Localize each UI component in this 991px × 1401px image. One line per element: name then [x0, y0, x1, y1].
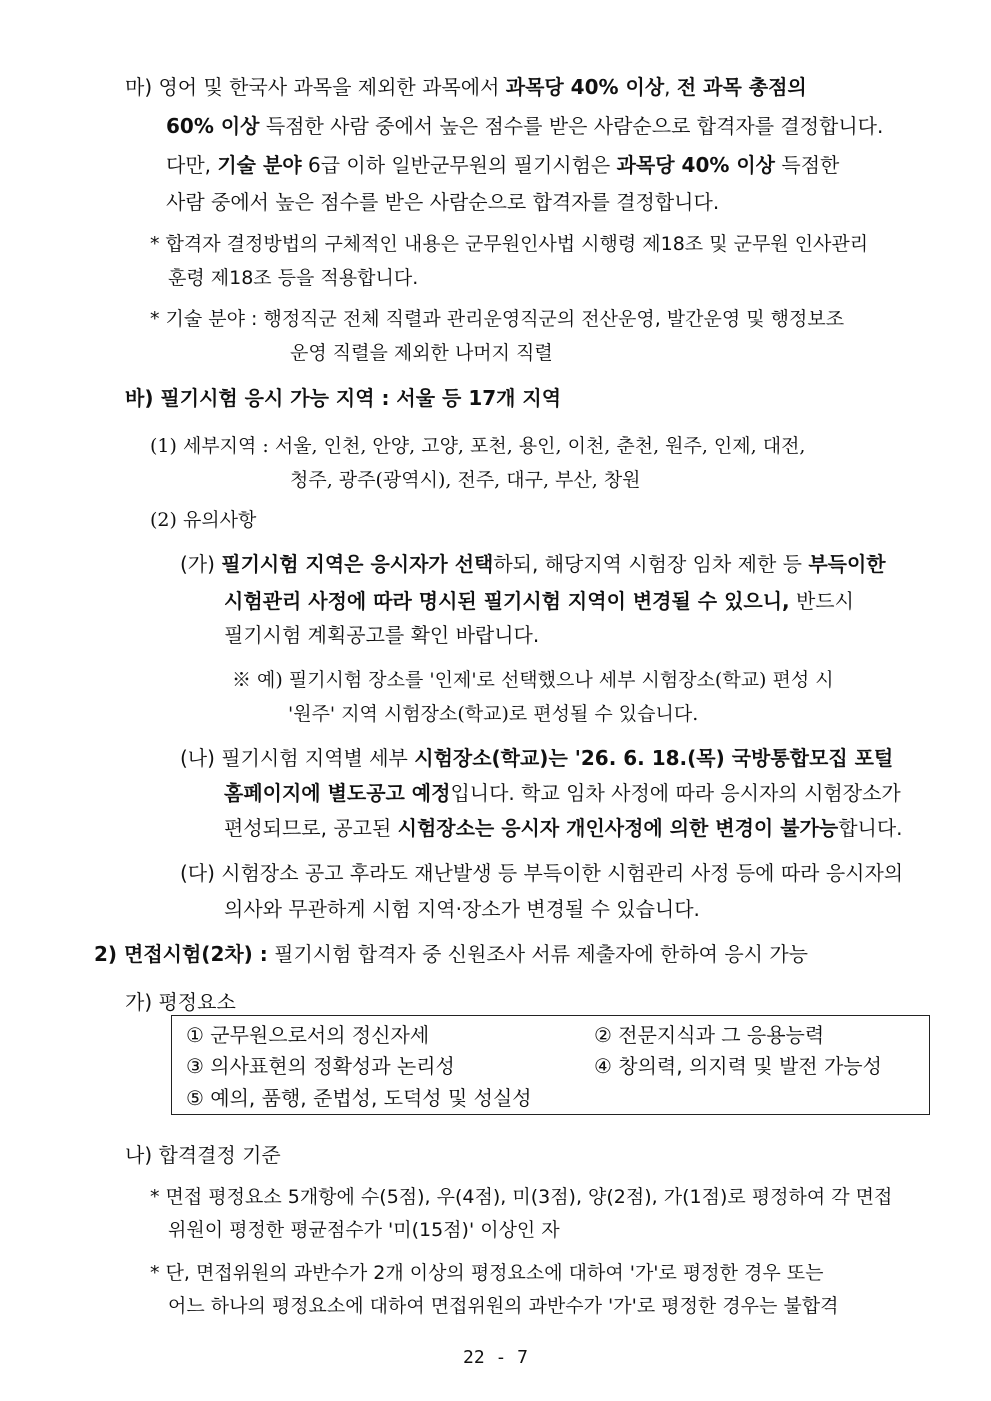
caution-na-line3: 편성되므로, 공고된 시험장소는 응시자 개인사정에 의한 변경이 불가능합니다.	[224, 816, 903, 840]
criteria-item-4: ④ 창의력, 의지력 및 발전 가능성	[594, 1054, 882, 1078]
decision-note-1-line2: 위원이 평정한 평균점수가 '미(15점)' 이상인 자	[168, 1219, 560, 1241]
caution-ga-line3: 필기시험 계획공고를 확인 바랍니다.	[224, 623, 540, 647]
caution-da-line1: (다) 시험장소 공고 후라도 재난발생 등 부득이한 시험관리 사정 등에 따라 응시자의	[180, 861, 904, 885]
interview-heading: 2) 면접시험(2차) : 필기시험 합격자 중 신원조사 서류 제출자에 한하여 응시 가능	[94, 942, 808, 966]
caution-na-line1: (나) 필기시험 지역별 세부 시험장소(학교)는 '26. 6. 18.(목) 국방통합모집 포털	[180, 746, 894, 770]
para-ma-line4: 사람 중에서 높은 점수를 받은 사람순으로 합격자를 결정합니다.	[166, 190, 720, 214]
decision-note-2-line2: 어느 하나의 평정요소에 대하여 면접위원의 과반수가 '가'로 평정한 경우는 불합격	[168, 1295, 839, 1317]
decision-note-1-line1: * 면접 평정요소 5개항에 수(5점), 우(4점), 미(3점), 양(2점), 가(1점)로 평정하여 각 면접	[150, 1186, 893, 1208]
para-ma-line1: 마) 영어 및 한국사 과목을 제외한 과목에서 과목당 40% 이상, 전 과목 총점의	[125, 75, 807, 99]
region-line1: (1) 세부지역 : 서울, 인천, 안양, 고양, 포천, 용인, 이천, 춘천, 원주, 인제, 대전,	[150, 435, 806, 457]
criteria-item-1: ① 군무원으로서의 정신자세	[186, 1023, 430, 1047]
note-2-line2: 운영 직렬을 제외한 나머지 직렬	[290, 342, 553, 364]
para-ma-line2: 60% 이상 득점한 사람 중에서 높은 점수를 받은 사람순으로 합격자를 결정합니다.	[166, 114, 884, 138]
criteria-title: 가) 평정요소	[125, 990, 236, 1014]
criteria-item-5: ⑤ 예의, 품행, 준법성, 도덕성 및 성실성	[186, 1086, 532, 1110]
example-line2: '원주' 지역 시험장소(학교)로 편성될 수 있습니다.	[288, 703, 699, 725]
criteria-item-2: ② 전문지식과 그 응용능력	[594, 1023, 825, 1047]
criteria-item-3: ③ 의사표현의 정확성과 논리성	[186, 1054, 455, 1078]
page-number: 22 - 7	[462, 1347, 529, 1368]
caution-title: (2) 유의사항	[150, 509, 257, 531]
note-2-line1: * 기술 분야 : 행정직군 전체 직렬과 관리운영직군의 전산운영, 발간운영 및 행정보조	[150, 308, 845, 330]
section-ba-title: 바) 필기시험 응시 가능 지역 : 서울 등 17개 지역	[125, 386, 562, 410]
region-line2: 청주, 광주(광역시), 전주, 대구, 부산, 창원	[290, 469, 641, 491]
caution-ga-line1: (가) 필기시험 지역은 응시자가 선택하되, 해당지역 시험장 임차 제한 등 부득이한	[180, 552, 886, 576]
note-1-line2: 훈령 제18조 등을 적용합니다.	[168, 267, 419, 289]
para-ma-line3: 다만, 기술 분야 6급 이하 일반군무원의 필기시험은 과목당 40% 이상 득점한	[166, 153, 840, 177]
example-line1: ※ 예) 필기시험 장소를 '인제'로 선택했으나 세부 시험장소(학교) 편성 시	[232, 669, 834, 691]
note-1-line1: * 합격자 결정방법의 구체적인 내용은 군무원인사법 시행령 제18조 및 군무원 인사관리	[150, 233, 869, 255]
decision-title: 나) 합격결정 기준	[125, 1143, 281, 1167]
decision-note-2-line1: * 단, 면접위원의 과반수가 2개 이상의 평정요소에 대하여 '가'로 평정한 경우 또는	[150, 1262, 824, 1284]
caution-na-line2: 홈페이지에 별도공고 예정입니다. 학교 임차 사정에 따라 응시자의 시험장소가	[224, 781, 901, 805]
caution-ga-line2: 시험관리 사정에 따라 명시된 필기시험 지역이 변경될 수 있으니, 반드시	[224, 589, 854, 613]
caution-da-line2: 의사와 무관하게 시험 지역·장소가 변경될 수 있습니다.	[224, 897, 700, 921]
